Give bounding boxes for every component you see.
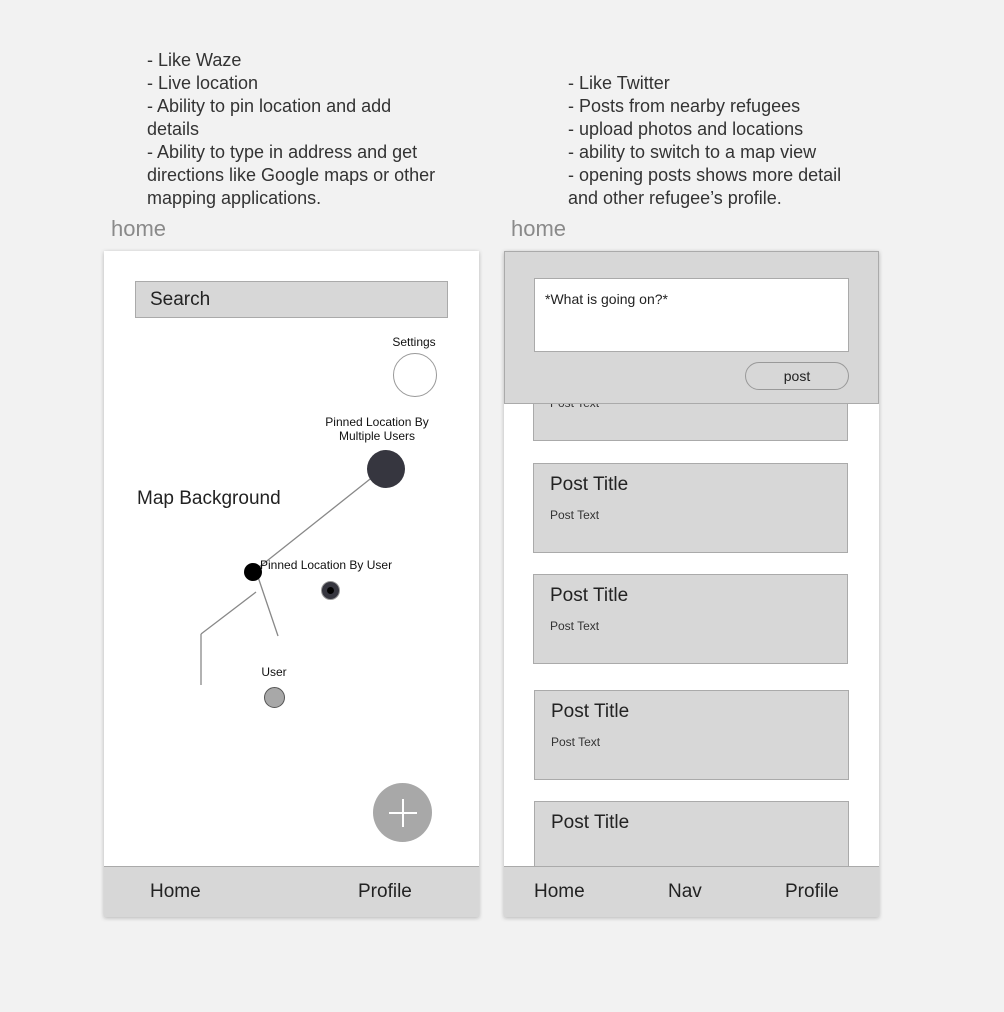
map-background-label: Map Background xyxy=(137,488,281,509)
tab-bar xyxy=(104,866,479,917)
user-location-marker[interactable] xyxy=(264,687,285,708)
notes-right xyxy=(568,72,868,210)
tab-home[interactable]: Home xyxy=(534,881,585,902)
search-input[interactable]: Search xyxy=(135,281,448,318)
note-item: - Ability to type in address and get directions like Google maps or other mapping applications. xyxy=(147,142,436,208)
post-title: Post Title xyxy=(551,812,630,833)
note-item: - upload photos and locations xyxy=(568,119,804,139)
note-item: - Live location xyxy=(147,73,259,93)
settings-label: Settings xyxy=(392,335,436,349)
composer xyxy=(504,251,879,404)
composer-input[interactable]: *What is going on?* xyxy=(534,278,849,352)
feed-screen-label: home xyxy=(511,216,567,241)
post-title: Post Title xyxy=(551,701,630,722)
map-screen-label: home xyxy=(111,216,167,241)
tab-bar xyxy=(504,866,879,917)
note-item: - Posts from nearby refugees xyxy=(568,96,801,116)
add-pin-button[interactable] xyxy=(373,783,432,842)
map-screen xyxy=(104,251,479,917)
post-button[interactable]: post xyxy=(745,362,849,390)
note-item: - Like Twitter xyxy=(568,73,670,93)
feed-screen xyxy=(504,251,879,917)
post-text: Post Text xyxy=(550,508,600,522)
notes-left xyxy=(147,49,437,210)
post-card[interactable] xyxy=(534,690,849,780)
note-item: - Ability to pin location and add details xyxy=(147,96,392,139)
tab-profile[interactable]: Profile xyxy=(358,881,412,902)
plus-icon xyxy=(388,798,418,828)
tab-home[interactable]: Home xyxy=(150,881,201,902)
pinned-multiple-label: Pinned Location By Multiple Users xyxy=(325,415,429,443)
post-title: Post Title xyxy=(550,474,629,495)
note-item: - opening posts shows more detail and other refugee’s profile. xyxy=(568,165,842,208)
note-item: - Like Waze xyxy=(147,50,242,70)
tab-profile[interactable]: Profile xyxy=(785,881,839,902)
post-card[interactable] xyxy=(533,463,848,553)
pinned-user-label: Pinned Location By User xyxy=(260,558,393,572)
pin-multiple-users[interactable] xyxy=(367,450,405,488)
post-title: Post Title xyxy=(550,585,629,606)
pin-by-user[interactable] xyxy=(321,581,340,600)
tab-nav[interactable]: Nav xyxy=(668,881,702,902)
post-text: Post Text xyxy=(550,619,600,633)
note-item: - ability to switch to a map view xyxy=(568,142,817,162)
user-label: User xyxy=(261,665,287,679)
post-card[interactable] xyxy=(533,574,848,664)
post-text: Post Text xyxy=(551,735,601,749)
